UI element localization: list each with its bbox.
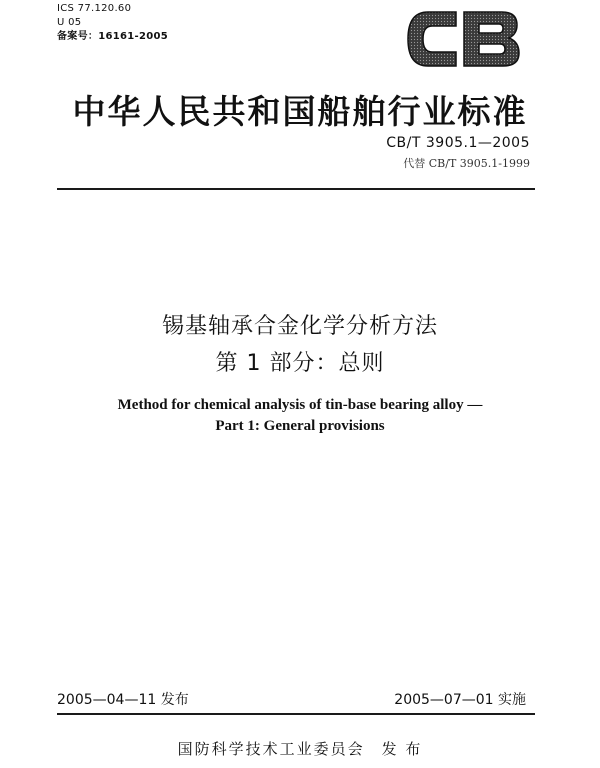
issue-date: 2005—04—11 发布	[57, 692, 189, 708]
registration-number: 备案号：16161-2005	[57, 31, 168, 42]
chinese-title-line1: 锡基轴承合金化学分析方法	[161, 314, 438, 339]
issuing-authority: 国防科学技术工业委员会 发 布	[177, 740, 423, 758]
ccs-code: U 05	[57, 17, 82, 28]
cb-logo	[404, 8, 522, 70]
implementation-date: 2005—07—01 实施	[394, 692, 526, 708]
cb-logo-b	[464, 12, 519, 66]
english-title-line1: Method for chemical analysis of tin-base bearing alloy —	[117, 397, 483, 413]
english-title-line2: Part 1: General provisions	[215, 418, 385, 434]
industry-standard-heading: 中华人民共和国船舶行业标准	[72, 92, 528, 131]
bottom-divider	[57, 713, 535, 715]
replaces-standard: 代替 CB/T 3905.1-1999	[403, 157, 530, 170]
cb-logo-c	[408, 12, 456, 66]
standard-number: CB/T 3905.1—2005	[386, 135, 530, 151]
ics-code: ICS 77.120.60	[57, 3, 132, 14]
chinese-title-line2: 第 1 部分：总则	[215, 351, 385, 376]
top-divider	[57, 188, 535, 190]
